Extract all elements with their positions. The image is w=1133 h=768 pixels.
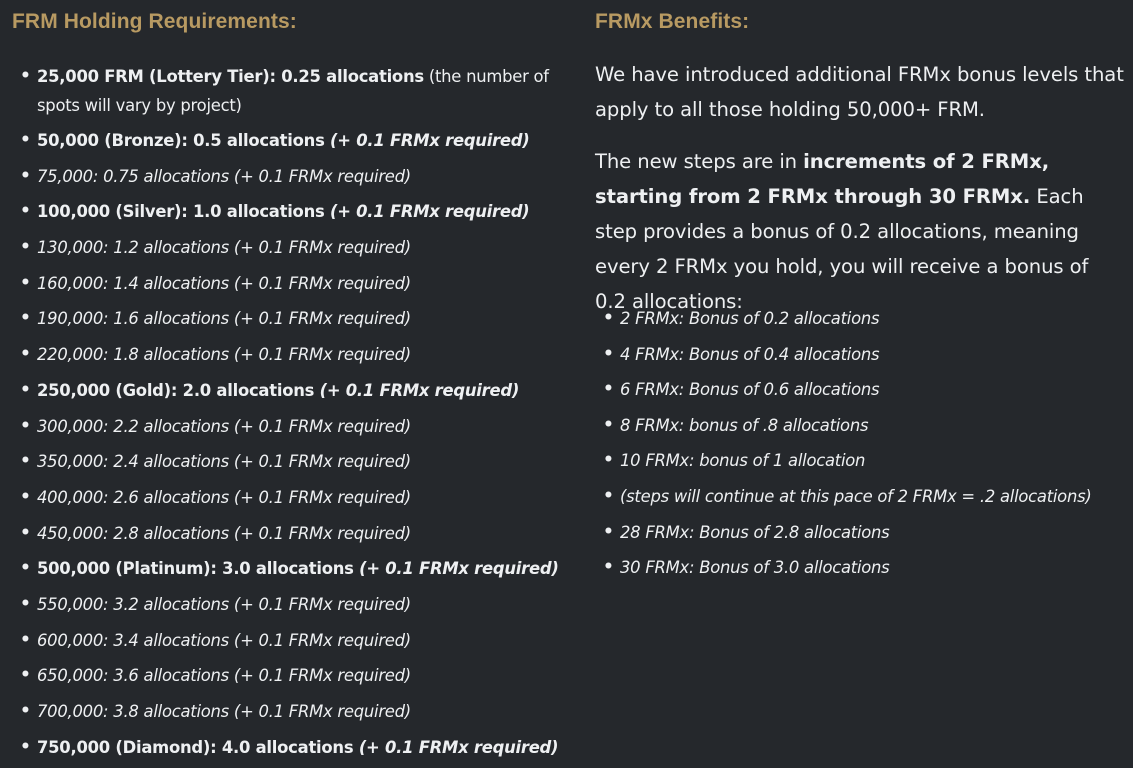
bullet-icon: • (20, 201, 31, 222)
requirement-text: 160,000: 1.4 allocations (+ 0.1 FRMx required) (37, 273, 411, 293)
requirement-item (20, 447, 560, 476)
bullet-icon: • (20, 66, 31, 86)
bullet-icon: • (20, 130, 31, 150)
requirement-item (20, 304, 560, 333)
bullet-icon: • (603, 450, 614, 471)
requirement-item (20, 162, 560, 191)
benefit-text: 2 FRMx: Bonus of 0.2 allocations (620, 309, 880, 328)
bullet-icon: • (20, 522, 31, 543)
bullet-icon: • (603, 379, 614, 400)
requirement-item (20, 697, 560, 726)
steps-paragraph-bold: increments of 2 FRMx, starting from 2 FRMx through 30 FRMx. (595, 150, 1050, 208)
benefit-item (603, 482, 1133, 511)
requirement-text: (+ 0.1 FRMx required) (329, 202, 530, 222)
bullet-icon: • (20, 665, 31, 686)
requirement-item (20, 554, 560, 583)
bullet-icon: • (20, 237, 31, 258)
benefit-item (603, 446, 1133, 475)
requirement-text: (the number of spots will vary by project) (37, 67, 549, 115)
frmx-benefits-heading: FRMx Benefits: (595, 10, 750, 33)
requirement-item (20, 733, 560, 762)
bullet-icon: • (20, 736, 31, 757)
benefit-item (603, 340, 1133, 369)
requirement-item (20, 126, 560, 155)
bullet-icon: • (20, 379, 31, 400)
benefit-text: 8 FRMx: bonus of .8 allocations (620, 415, 869, 435)
requirements-list (20, 62, 560, 768)
steps-paragraph (595, 144, 1125, 319)
requirement-text: 100,000 (Silver): 1.0 allocations (37, 202, 330, 222)
steps-paragraph-post: Each step provides a bonus of 0.2 allocations, meaning every 2 FRMx you hold, you will receive a bonus of 0.2 allocations: (595, 185, 1089, 313)
bullet-icon: • (20, 272, 31, 293)
bullet-icon: • (20, 451, 31, 472)
requirement-text: 700,000: 3.8 allocations (+ 0.1 FRMx required) (37, 702, 411, 721)
bullet-icon: • (20, 415, 31, 436)
bullet-icon: • (20, 593, 31, 614)
requirement-text: (+ 0.1 FRMx required) (319, 380, 520, 400)
benefit-item (603, 518, 1133, 547)
requirement-text: 50,000 (Bronze): 0.5 allocations (37, 131, 331, 150)
bullet-icon: • (20, 344, 31, 365)
requirement-item (20, 376, 560, 405)
requirement-text: 750,000 (Diamond): 4.0 allocations (37, 737, 359, 757)
requirement-item (20, 197, 560, 226)
requirement-item (20, 661, 560, 690)
requirement-item (20, 233, 560, 262)
benefits-list (603, 304, 1133, 589)
requirement-item (20, 269, 560, 298)
requirement-item (20, 483, 560, 512)
requirement-text: (+ 0.1 FRMx required) (359, 559, 559, 579)
holding-requirements-section (12, 0, 572, 757)
bullet-icon: • (20, 308, 31, 329)
bullet-icon: • (20, 486, 31, 507)
benefit-item (603, 411, 1133, 440)
requirement-text: 350,000: 2.4 allocations (+ 0.1 FRMx required) (37, 452, 411, 472)
requirement-text: 190,000: 1.6 allocations (+ 0.1 FRMx required) (37, 309, 411, 329)
bullet-icon: • (603, 308, 614, 328)
bullet-icon: • (603, 485, 614, 506)
benefit-text: 10 FRMx: bonus of 1 allocation (620, 451, 866, 471)
benefit-text: 6 FRMx: Bonus of 0.6 allocations (620, 380, 880, 400)
bullet-icon: • (603, 521, 614, 542)
steps-paragraph-pre: The new steps are in (595, 150, 804, 173)
requirement-text: 450,000: 2.8 allocations (+ 0.1 FRMx required) (37, 523, 411, 543)
benefit-text: (steps will continue at this pace of 2 FRMx = .2 allocations) (620, 486, 1092, 506)
requirement-text: 400,000: 2.6 allocations (+ 0.1 FRMx required) (37, 487, 411, 507)
requirement-text: 130,000: 1.2 allocations (+ 0.1 FRMx required) (37, 238, 411, 258)
requirement-item (20, 626, 560, 655)
benefit-text: 28 FRMx: Bonus of 2.8 allocations (620, 522, 890, 542)
benefit-item (603, 304, 1133, 333)
requirement-text: 25,000 FRM (Lottery Tier): 0.25 allocations (37, 67, 424, 86)
benefit-item (603, 375, 1133, 404)
bullet-icon: • (603, 414, 614, 435)
requirement-item (20, 590, 560, 619)
requirement-text: 650,000: 3.6 allocations (+ 0.1 FRMx required) (37, 666, 411, 686)
requirement-text: 500,000 (Platinum): 3.0 allocations (37, 559, 360, 579)
requirement-text: 75,000: 0.75 allocations (+ 0.1 FRMx required) (37, 166, 411, 186)
bullet-icon: • (603, 557, 614, 578)
requirement-item (20, 62, 560, 120)
requirement-text: (+ 0.1 FRMx required) (330, 131, 530, 150)
benefit-text: 4 FRMx: Bonus of 0.4 allocations (620, 344, 880, 364)
requirement-text: 600,000: 3.4 allocations (+ 0.1 FRMx required) (37, 630, 411, 650)
benefit-text: 30 FRMx: Bonus of 3.0 allocations (620, 558, 890, 578)
requirement-item (20, 519, 560, 548)
requirement-text: 300,000: 2.2 allocations (+ 0.1 FRMx required) (37, 416, 411, 436)
frmx-benefits-section (595, 0, 1125, 578)
bullet-icon: • (20, 165, 31, 186)
bullet-icon: • (20, 701, 31, 721)
benefit-item (603, 553, 1133, 582)
bullet-icon: • (20, 629, 31, 650)
requirement-item (20, 412, 560, 441)
bullet-icon: • (603, 343, 614, 364)
holding-requirements-heading: FRM Holding Requirements: (12, 10, 297, 33)
intro-paragraph: We have introduced additional FRMx bonus levels that apply to all those holding 50,000+ FRM. (595, 63, 1124, 121)
bullet-icon: • (20, 558, 31, 579)
requirement-text: 220,000: 1.8 allocations (+ 0.1 FRMx required) (37, 345, 411, 365)
requirement-text: 250,000 (Gold): 2.0 allocations (37, 380, 320, 400)
requirement-item (20, 340, 560, 369)
requirement-text: (+ 0.1 FRMx required) (358, 737, 559, 757)
requirement-text: 550,000: 3.2 allocations (+ 0.1 FRMx required) (37, 594, 411, 614)
